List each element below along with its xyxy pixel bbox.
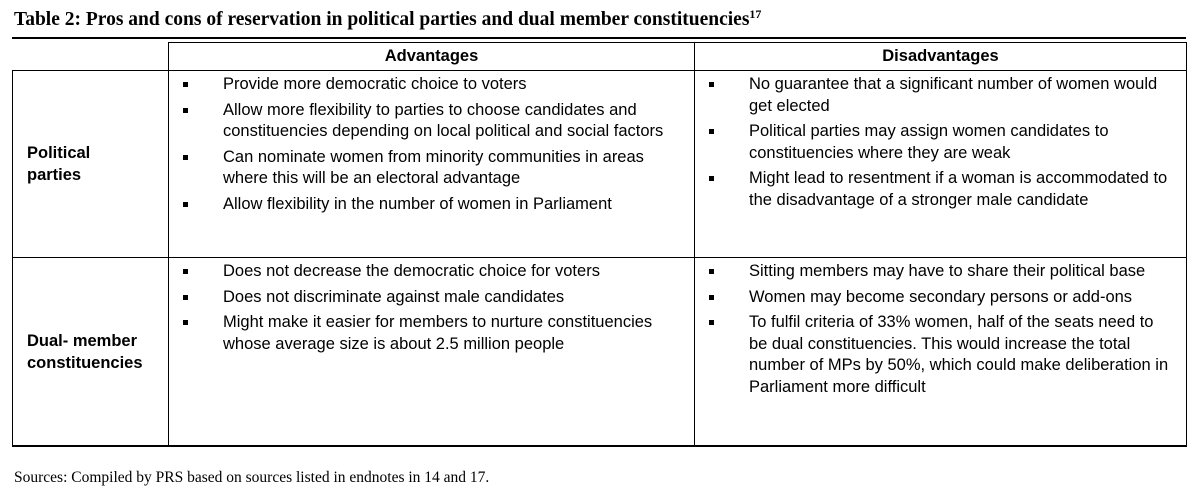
list-item [169,287,682,309]
title-rule [12,37,1186,39]
list-item [169,261,682,283]
list-item [169,312,682,355]
list-item [695,74,1174,117]
table-title [14,8,761,32]
row-header-line: Dual- member [27,331,138,350]
list-item [695,168,1174,211]
disadvantages-cell-political-parties [695,71,1187,258]
list-item-text: Does not discriminate against male candidates [223,287,565,306]
square-bullet-icon [183,155,188,160]
list-item [169,194,682,216]
list-item-text: Can nominate women from minority communities in areas where this will be an electoral advantage [223,147,644,187]
row-header-dual-member-constituencies [13,258,169,447]
advantages-list [169,258,694,355]
list-item-text: Provide more democratic choice to voters [223,75,527,93]
list-item-text: To fulfil criteria of 33% women, half of the seats need to be dual constituencies. This would increase the total number of MPs by 50%, which could make deliberation in Parliament more difficult [749,313,1169,396]
column-header-disadvantages: Disadvantages [695,43,1187,71]
square-bullet-icon [183,269,188,274]
list-item-text: Political parties may assign women candidates to constituencies where they are weak [749,122,1109,162]
square-bullet-icon [709,320,714,325]
list-item-text: Allow flexibility in the number of women in Parliament [223,194,612,213]
advantages-cell-dual-member [169,258,695,447]
row-header-line: constituencies [27,353,143,372]
square-bullet-icon [183,202,188,207]
square-bullet-icon [709,176,714,181]
list-item-text: Might make it easier for members to nurture constituencies whose average size is about 2.5 million people [223,313,653,353]
square-bullet-icon [709,129,714,134]
pros-cons-table [12,42,1187,447]
table-title-text: Table 2: Pros and cons of reservation in political parties and dual member constituencies [14,9,750,30]
list-item-text: No guarantee that a significant number of women would get elected [749,75,1158,115]
list-item [169,74,682,96]
square-bullet-icon [709,82,714,87]
row-header-political-parties [13,71,169,258]
table-row-dual-member-constituencies [13,258,1187,447]
square-bullet-icon [183,320,188,325]
row-header-line: Political [27,144,91,162]
corner-cell [13,43,169,71]
list-item-text: Allow more flexibility to parties to choose candidates and constituencies depending on local political and social factors [223,100,664,140]
square-bullet-icon [183,295,188,300]
list-item [695,121,1174,164]
square-bullet-icon [709,295,714,300]
title-footnote-marker: 17 [749,7,762,21]
advantages-cell-political-parties [169,71,695,258]
disadvantages-list [695,71,1186,211]
list-item [169,100,682,143]
disadvantages-list [695,258,1186,398]
advantages-list [169,71,694,215]
square-bullet-icon [183,82,188,87]
row-header-line: parties [27,166,82,184]
list-item-text: Sitting members may have to share their political base [749,262,1146,280]
list-item [169,147,682,190]
column-header-advantages: Advantages [169,43,695,71]
square-bullet-icon [183,108,188,113]
list-item [695,261,1174,283]
list-item-text: Women may become secondary persons or add-ons [749,287,1133,306]
disadvantages-cell-dual-member [695,258,1187,447]
source-note: Sources: Compiled by PRS based on sources listed in endnotes in 14 and 17. [14,469,490,486]
table-header-row [13,43,1187,71]
list-item-text: Might lead to resentment if a woman is accommodated to the disadvantage of a stronger male candidate [749,169,1168,209]
table-row-political-parties [13,71,1187,258]
list-item-text: Does not decrease the democratic choice for voters [223,262,600,280]
list-item [695,287,1174,309]
list-item [695,312,1174,398]
square-bullet-icon [709,269,714,274]
